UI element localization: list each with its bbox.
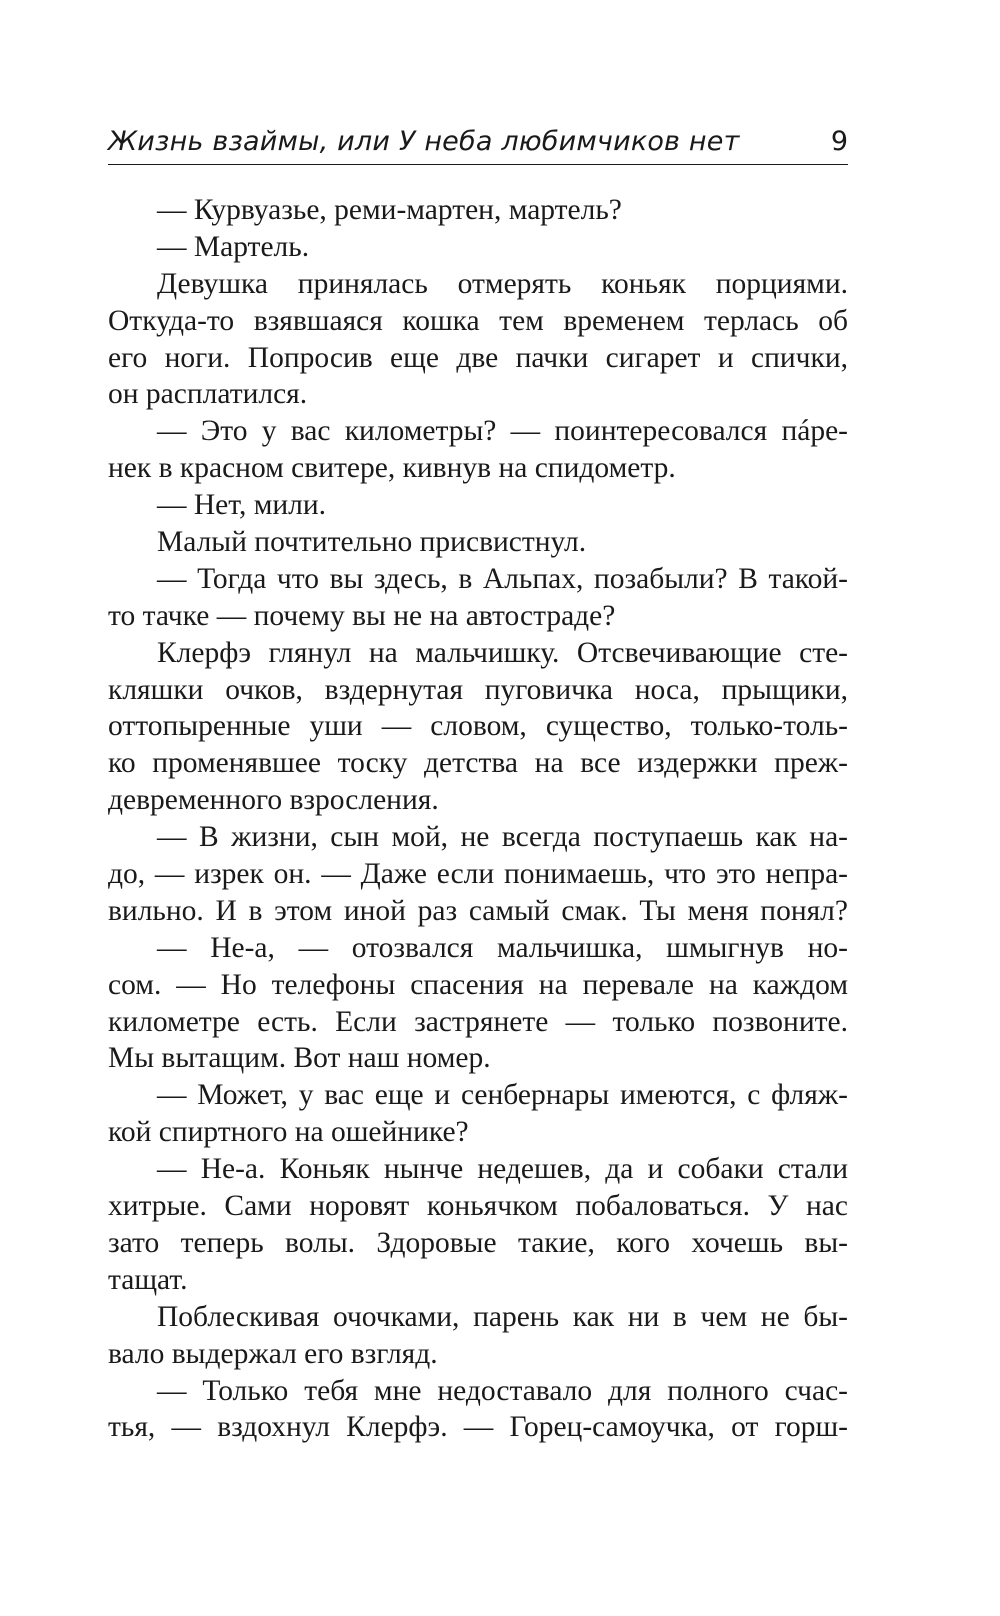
text-line: — Не-а, — отозвался мальчишка, шмыгнув но- [157,931,848,964]
text-line: километре есть. Если застрянете — только позвоните. [108,1005,848,1038]
body-text [108,192,848,1446]
text-line: — Тогда что вы здесь, в Альпах, позабыли? В такой- [157,562,848,595]
running-title: Жизнь взаймы, или У неба любимчиков нет [108,126,740,157]
text-line: — Нет, мили. [157,489,327,522]
text-line: — Только тебя мне недоставало для полного счас- [157,1374,848,1407]
text-line: вильно. И в этом иной раз самый смак. Ты меня понял? [108,894,848,927]
text-line: сом. — Но телефоны спасения на перевале на каждом [108,968,848,1001]
running-header [108,124,848,165]
text-line: тащат. [108,1263,188,1296]
text-line: девременного взросления. [108,784,439,817]
text-line: вало выдержал его взгляд. [108,1337,438,1370]
text-line: Мы вытащим. Вот наш номер. [108,1042,491,1075]
text-line: Откуда-то взявшаяся кошка тем временем терлась об [108,304,848,337]
text-line: Малый почтительно присвистнул. [157,526,587,559]
text-line: то тачке — почему вы не на автостраде? [108,599,616,632]
text-line: Клерфэ глянул на мальчишку. Отсвечивающие сте- [157,636,848,669]
text-line: до, — изрек он. — Даже если понимаешь, что это непра- [108,858,848,891]
page-number: 9 [830,126,848,157]
text-line: кляшки очков, вздернутая пуговичка носа, прыщики, [108,673,848,706]
text-line: оттопыренные уши — словом, существо, только-толь- [108,710,848,743]
text-line: — Может, у вас еще и сенбернары имеются, с фляж- [157,1079,848,1112]
text-line: — В жизни, сын мой, не всегда поступаешь как на- [157,821,848,854]
text-line: кой спиртного на ошейнике? [108,1116,469,1149]
text-line: нек в красном свитере, кивнув на спидометр. [108,452,676,485]
text-line: — Это у вас километры? — поинтересовался пáре- [157,415,848,448]
text-line: он расплатился. [108,378,308,411]
text-line: зато теперь волы. Здоровые такие, кого хочешь вы- [108,1226,848,1259]
text-line: тья, — вздохнул Клерфэ. — Горец-самоучка, от горш- [108,1411,848,1444]
text-line: Поблескивая очочками, парень как ни в чем не бы- [157,1300,848,1333]
text-line: Девушка принялась отмерять коньяк порциями. [157,267,848,300]
text-line: — Не-а. Коньяк нынче недешев, да и собаки стали [157,1153,848,1186]
text-line: — Курвуазье, реми-мартен, мартель? [157,194,622,226]
text-line: ко променявшее тоску детства на все издержки преж- [108,747,848,780]
text-line: хитрые. Сами норовят коньячком побаловаться. У нас [108,1190,848,1223]
text-line: его ноги. Попросив еще две пачки сигарет и спички, [108,341,848,374]
text-line: — Мартель. [157,230,310,263]
